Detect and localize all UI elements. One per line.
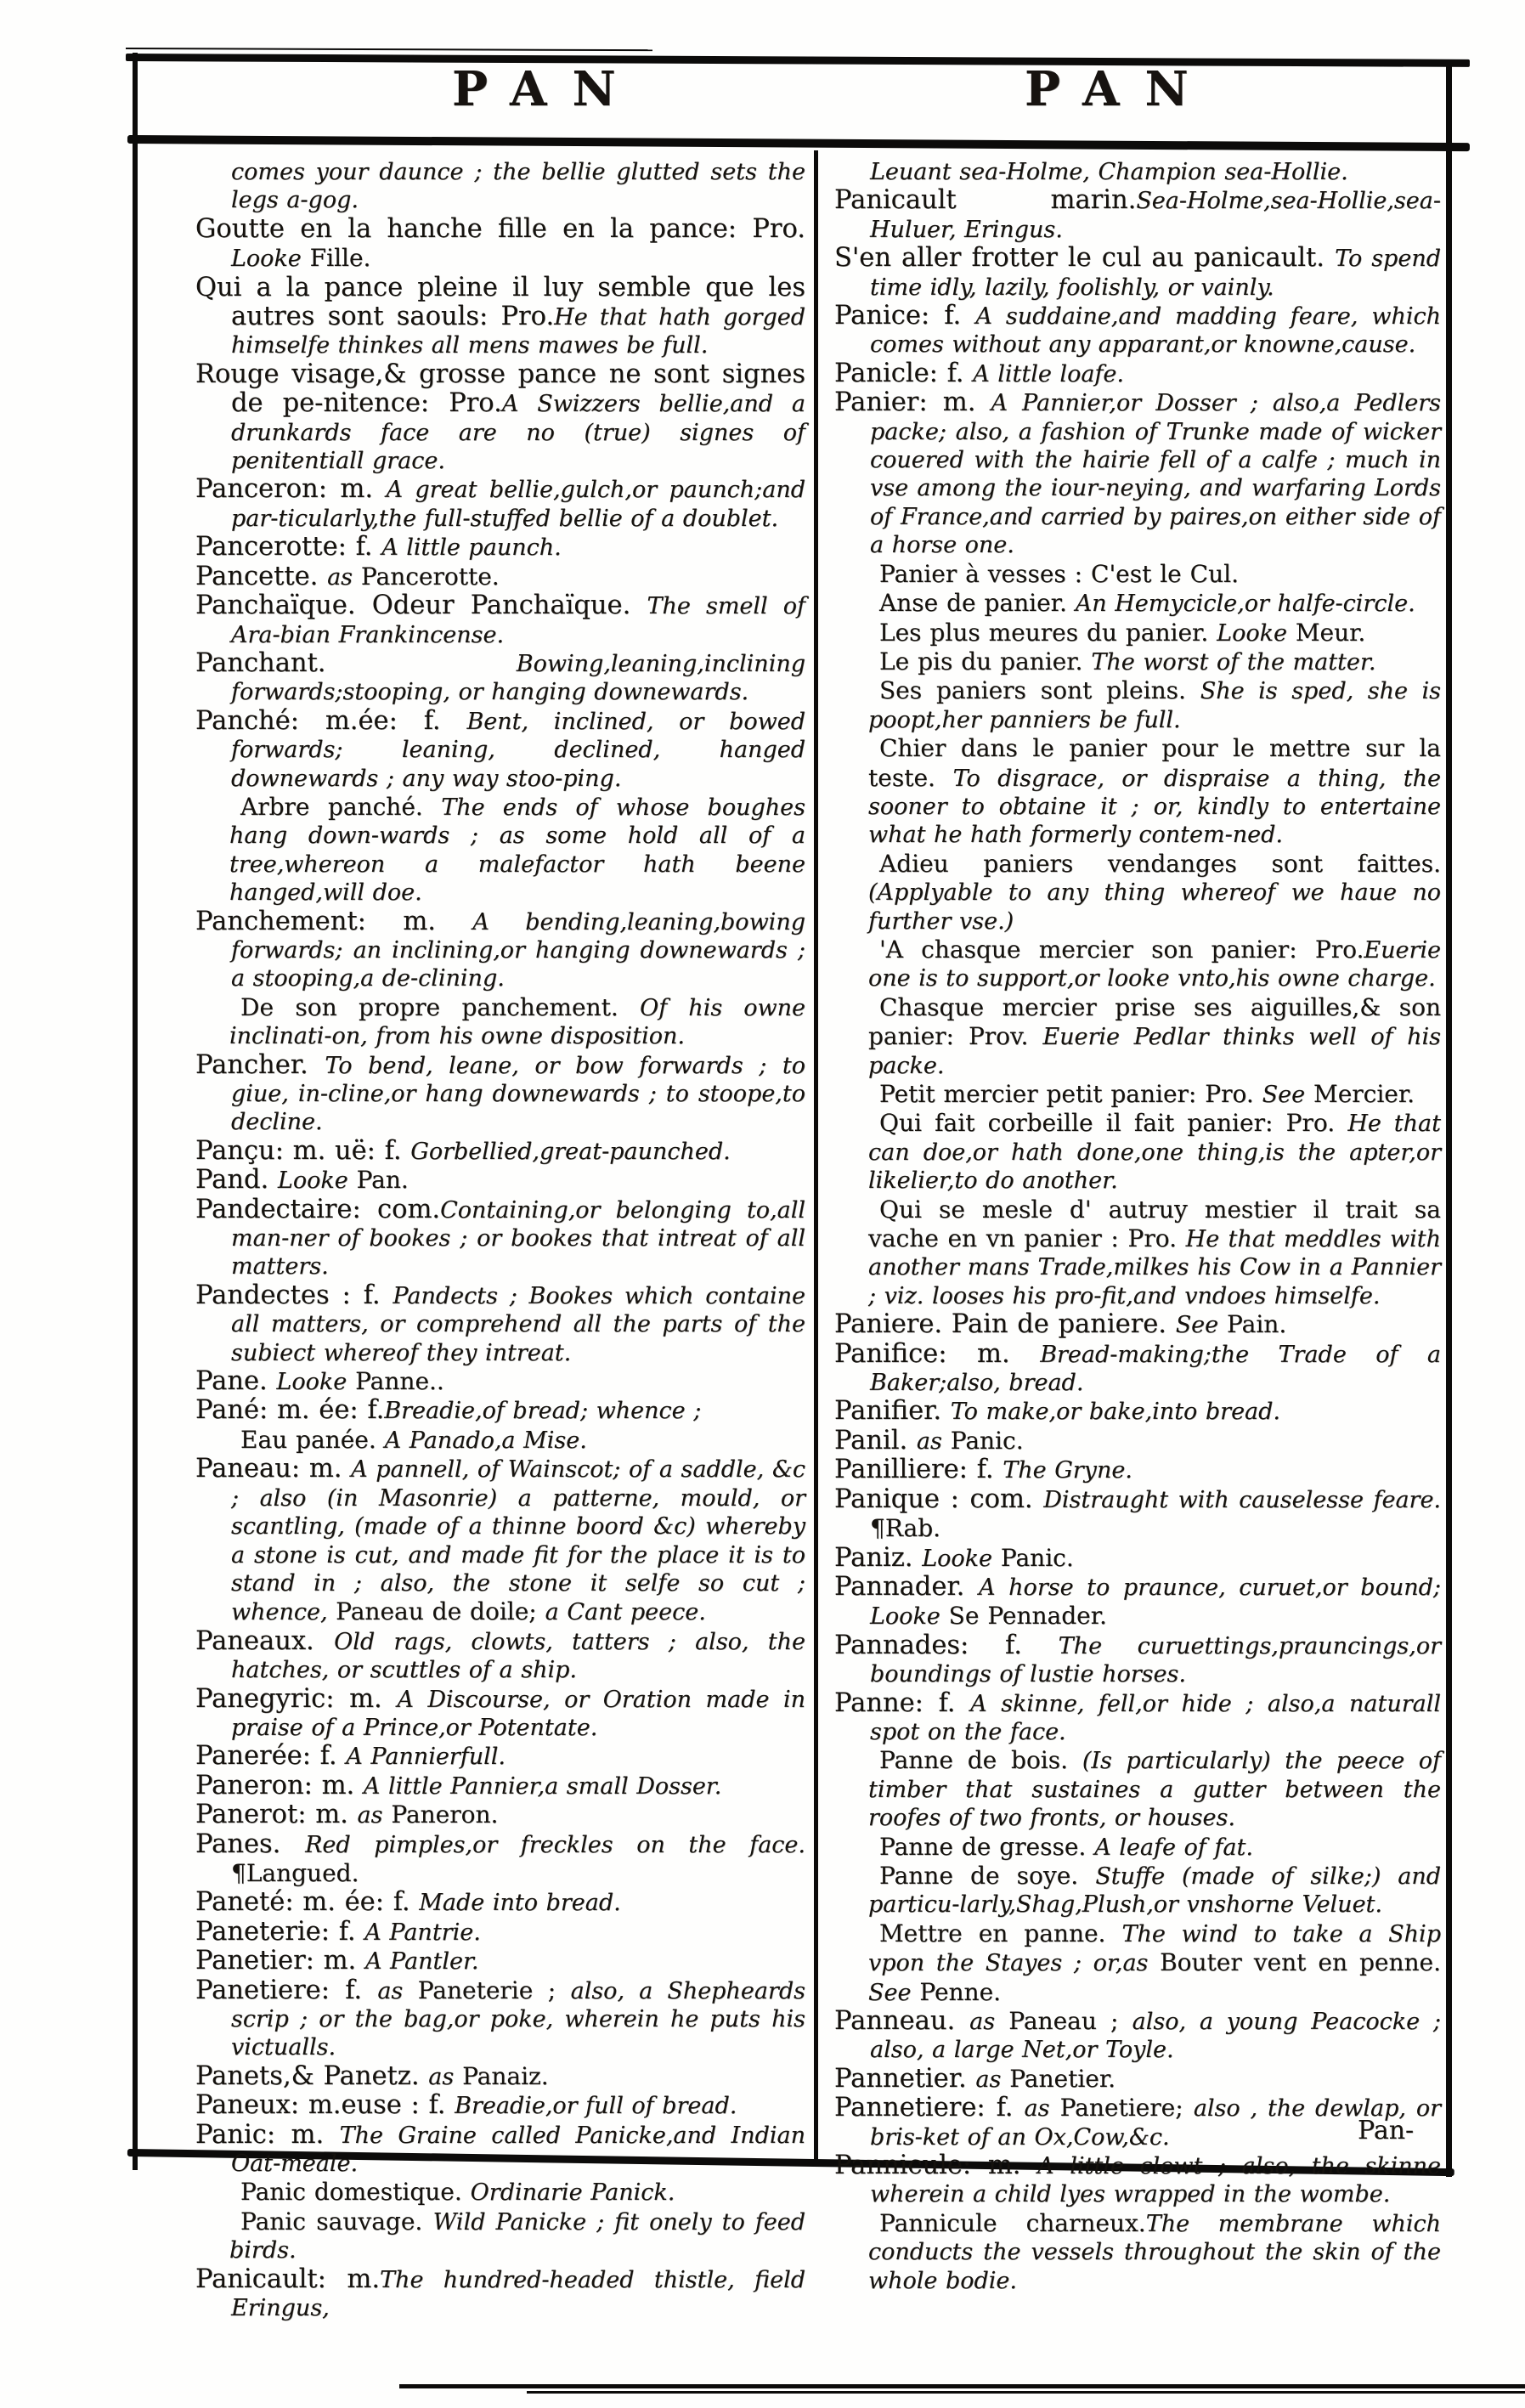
entry-headword: Panetier: m. bbox=[195, 1946, 365, 1976]
entry-text: Looke bbox=[1217, 619, 1287, 647]
entry-text: Meur. bbox=[1286, 618, 1366, 647]
entry-headword: S'en aller frotter le cul au panicault. bbox=[834, 243, 1336, 274]
entry-text: Ses paniers sont pleins. bbox=[879, 676, 1200, 705]
header-divider-rule bbox=[127, 135, 1470, 151]
entry-text: Paneau ; bbox=[995, 2007, 1132, 2035]
dictionary-entry bbox=[195, 1685, 805, 1743]
entry-text: A Swizzers bellie,and a drunkards face are no (true) signes of penitentiall grace. bbox=[231, 391, 805, 475]
dictionary-entry bbox=[195, 2178, 805, 2207]
entry-text: Bent, inclined, or bowed forwards; leaning, declined, hanged downewards ; any way stoo-ping. bbox=[231, 708, 805, 792]
entry-text: comes your daunce ; the bellie glutted sets the legs a-gog. bbox=[231, 159, 805, 214]
dictionary-entry bbox=[834, 1196, 1441, 1311]
dictionary-entry bbox=[834, 993, 1441, 1080]
entry-text: See bbox=[1175, 1312, 1219, 1339]
entry-headword: Panchement: m. bbox=[195, 906, 473, 936]
entry-text: Paneron. bbox=[382, 1800, 499, 1829]
scan-edge-artifact bbox=[527, 2391, 1525, 2394]
entry-headword: Panicle: f. bbox=[834, 358, 974, 388]
entry-text: also , the dewlap, or bris-ket of an Ox,Cow,&c. bbox=[870, 2095, 1441, 2151]
dictionary-entry bbox=[834, 158, 1441, 186]
dictionary-entry bbox=[195, 707, 805, 793]
entry-headword: Pannades: f. bbox=[834, 1630, 1059, 1660]
dictionary-entry bbox=[195, 649, 805, 707]
entry-headword: Panchaïque. Odeur Panchaïque. bbox=[195, 591, 647, 621]
entry-text: Breadie,or full of bread. bbox=[455, 2093, 737, 2120]
entry-headword: Paneaux. bbox=[195, 1625, 335, 1656]
entry-headword: Paneterie: f. bbox=[195, 1916, 365, 1947]
running-head-left: PAN bbox=[452, 61, 641, 117]
entry-text: A great bellie,gulch,or paunch;and par-ticularly,the full-stuffed bellie of a doublet. bbox=[231, 477, 805, 532]
entry-text: Petit mercier petit panier: Pro. bbox=[879, 1080, 1262, 1108]
entry-text: ¶Langued. bbox=[231, 1858, 359, 1887]
dictionary-entry bbox=[834, 850, 1441, 936]
dictionary-entry bbox=[195, 1742, 805, 1771]
entry-text: Looke bbox=[276, 1369, 347, 1396]
entry-text: Pain. bbox=[1218, 1310, 1287, 1339]
catchword: Pan- bbox=[1358, 2116, 1415, 2145]
dictionary-entry bbox=[195, 215, 805, 274]
entry-text: 'A chasque mercier son panier: Pro. bbox=[879, 935, 1364, 964]
entry-text: To disgrace, or dispraise a thing, the sooner to obtaine it ; or, kindly to entertaine what he hath formerly contem-ned. bbox=[868, 765, 1441, 849]
entry-text: Breadie,of bread; whence ; bbox=[384, 1398, 702, 1425]
entry-text: See bbox=[868, 1979, 912, 2006]
entry-headword: Panic: m. bbox=[195, 2119, 340, 2150]
entry-text: as bbox=[377, 1977, 404, 2004]
entry-headword: Qui a la pance pleine il luy semble que les autres sont saouls: Pro. bbox=[195, 272, 805, 332]
entry-text: Panic sauvage. bbox=[240, 2207, 433, 2236]
entry-text: also, a young Peacocke ; also, a large Net,or Toyle. bbox=[870, 2009, 1442, 2064]
dictionary-entry bbox=[834, 1397, 1441, 1426]
entry-text: Panetier. bbox=[1001, 2064, 1116, 2093]
entry-text: Looke bbox=[277, 1167, 348, 1195]
entry-headword: Pane. bbox=[195, 1366, 277, 1397]
entry-text: Ordinarie Panick. bbox=[470, 2179, 675, 2207]
entry-text: To make,or bake,into bread. bbox=[950, 1399, 1281, 1426]
entry-text: Sea-Holme,sea-Hollie,sea-Huluer, Eringus. bbox=[870, 188, 1441, 243]
dictionary-entry bbox=[834, 1919, 1441, 2007]
entry-text: Mercier. bbox=[1305, 1080, 1415, 1108]
entry-headword: Panetiere: f. bbox=[195, 1975, 378, 2005]
dictionary-entry bbox=[834, 560, 1441, 589]
entry-headword: Paniere. Pain de paniere. bbox=[834, 1309, 1176, 1340]
entry-headword: Pannicule: m. bbox=[834, 2151, 1038, 2181]
entry-headword: Paneux: m.euse : f. bbox=[195, 2090, 455, 2121]
entry-text: Adieu paniers vendanges sont faittes. bbox=[879, 849, 1441, 878]
entry-text: Chasque mercier prise ses aiguilles,& son panier: Prov. bbox=[868, 992, 1441, 1051]
entry-text: The ends of whose boughes hang down-wards ; as some hold all of a tree,whereon a malefactor hath beene hanged,will doe. bbox=[229, 794, 805, 907]
entry-headword: Panifice: m. bbox=[834, 1338, 1041, 1369]
dictionary-entry bbox=[195, 360, 805, 476]
entry-text: A little loafe. bbox=[973, 360, 1124, 387]
entry-headword: Pandectaire: com. bbox=[195, 1194, 441, 1224]
entry-headword: Pannetiere: f. bbox=[834, 2093, 1025, 2123]
entry-text: a Cant peece. bbox=[545, 1599, 706, 1626]
column-divider-rule bbox=[814, 150, 818, 2162]
dictionary-entry bbox=[834, 2007, 1441, 2065]
dictionary-entry bbox=[834, 1862, 1441, 1919]
entry-headword: Pand. bbox=[195, 1165, 278, 1196]
entry-text: Gorbellied,great-paunched. bbox=[410, 1138, 731, 1165]
dictionary-entry bbox=[834, 2209, 1441, 2295]
entry-headword: Pannetier. bbox=[834, 2063, 976, 2094]
entry-text: Panic. bbox=[941, 1426, 1024, 1455]
entry-text: A pannell, of Wainscot; of a saddle, &c ; also (in Masonrie) a patterne, mould, or scantling, (made of a thinne boord &c) whereby a stone is cut, and made fit for the place it is to stand in ; also, the stone it selfe so cut ; whence, bbox=[231, 1456, 805, 1626]
entry-text: The smell of Ara-bian Frankincense. bbox=[231, 593, 805, 648]
entry-text: Pannicule charneux. bbox=[879, 2208, 1146, 2237]
dictionary-entry bbox=[195, 1396, 805, 1425]
entry-text: Containing,or belonging to,all man-ner of bookes ; or bookes that intreat of all matters. bbox=[231, 1196, 805, 1280]
entry-text: as bbox=[428, 2063, 455, 2090]
entry-text: A suddaine,and madding feare, which comes without any apparant,or knowne,cause. bbox=[870, 303, 1441, 359]
dictionary-entry bbox=[195, 993, 805, 1051]
entry-text: A leafe of fat. bbox=[1094, 1834, 1253, 1861]
dictionary-entry bbox=[195, 1800, 805, 1829]
dictionary-entry bbox=[834, 1310, 1441, 1339]
entry-text: A little paunch. bbox=[381, 534, 562, 562]
entry-text: A bending,leaning,bowing forwards; an inclining,or hanging downewards ; a stooping,a de-clining. bbox=[231, 908, 805, 992]
dictionary-entry bbox=[834, 1746, 1441, 1832]
entry-text: The worst of the matter. bbox=[1091, 648, 1376, 675]
entry-text: Panne de soye. bbox=[879, 1861, 1096, 1890]
dictionary-entry bbox=[195, 1426, 805, 1455]
entry-text: Leuant sea-Holme, Champion sea-Hollie. bbox=[870, 159, 1348, 185]
entry-text: as bbox=[916, 1427, 942, 1455]
entry-text: See bbox=[1262, 1082, 1306, 1108]
dictionary-entry bbox=[195, 562, 805, 591]
entry-text: Paneterie ; bbox=[403, 1976, 571, 2004]
entry-text: Chier dans le panier pour le mettre sur la teste. bbox=[868, 734, 1441, 792]
dictionary-entry bbox=[195, 1455, 805, 1626]
entry-headword: Paneté: m. ée: f. bbox=[195, 1887, 420, 1918]
dictionary-entry bbox=[834, 589, 1441, 618]
entry-headword: Panegyric: m. bbox=[195, 1683, 398, 1714]
entry-text: Penne. bbox=[911, 1977, 1002, 2006]
entry-headword: Pannader. bbox=[834, 1571, 980, 1602]
dictionary-entry bbox=[195, 1166, 805, 1195]
entry-headword: Panerée: f. bbox=[195, 1741, 347, 1772]
entry-text: Mettre en panne. bbox=[879, 1919, 1122, 1947]
entry-headword: Panicault: m. bbox=[195, 2264, 381, 2294]
entry-text: An Hemycicle,or halfe-circle. bbox=[1075, 591, 1415, 618]
entry-headword: Pandectes : f. bbox=[195, 1280, 393, 1310]
dictionary-entry bbox=[834, 388, 1441, 559]
entry-headword: Panets,& Panetz. bbox=[195, 2060, 429, 2091]
entry-text: To bend, leane, or bow forwards ; to giue, in-cline,or hang downewards ; to stoope,to decline. bbox=[231, 1052, 805, 1136]
entry-text: Le pis du panier. bbox=[879, 647, 1092, 675]
dictionary-entry bbox=[834, 302, 1441, 359]
dictionary-entry bbox=[195, 1830, 805, 1889]
dictionary-entry bbox=[195, 2062, 805, 2091]
entry-text: The curuettings,prauncings,or boundings of lustie horses. bbox=[870, 1632, 1441, 1688]
dictionary-entry bbox=[195, 1367, 805, 1396]
entry-text: Panne de gresse. bbox=[879, 1832, 1095, 1861]
dictionary-entry bbox=[195, 793, 805, 907]
entry-text: De son propre panchement. bbox=[240, 992, 641, 1021]
entry-text: (Is particularly) the peece of timber that sustaines a gutter between the roofes of two fronts, or houses. bbox=[868, 1748, 1441, 1832]
dictionary-entry bbox=[834, 1427, 1441, 1456]
entry-text: Qui se mesle d' autruy mestier il trait sa vache en vn panier : Pro. bbox=[868, 1195, 1441, 1253]
dictionary-entry bbox=[195, 1976, 805, 2062]
entry-headword: Pancerotte: f. bbox=[195, 532, 382, 562]
dictionary-entry bbox=[195, 1281, 805, 1367]
dictionary-entry bbox=[834, 1080, 1441, 1109]
entry-text: Panaiz. bbox=[454, 2061, 549, 2090]
entry-text: A Panado,a Mise. bbox=[384, 1427, 587, 1454]
dictionary-entry bbox=[834, 186, 1441, 244]
dictionary-entry bbox=[834, 647, 1441, 676]
dictionary-entry bbox=[195, 1947, 805, 1976]
entry-headword: Goutte en la hanche fille en la pance: Pro. bbox=[195, 213, 805, 244]
entry-text: Of his owne inclinati-on, from his owne disposition. bbox=[229, 994, 805, 1050]
entry-text: A Pannierfull. bbox=[346, 1744, 506, 1771]
entry-headword: Panicault marin. bbox=[834, 185, 1137, 216]
entry-headword: Rouge visage,& grosse pance ne sont signes de pe-nitence: Pro. bbox=[195, 359, 805, 419]
dictionary-entry bbox=[834, 734, 1441, 850]
entry-text: Panne de bois. bbox=[879, 1746, 1082, 1775]
entry-text: The hundred-headed thistle, field Eringus, bbox=[231, 2266, 805, 2322]
dictionary-entry bbox=[195, 2265, 805, 2323]
entry-text: He that hath gorged himselfe thinkes all mens mawes be full. bbox=[231, 304, 805, 359]
entry-text: The Gryne. bbox=[1003, 1457, 1132, 1484]
entry-text: Qui fait corbeille il fait panier: Pro. bbox=[879, 1109, 1348, 1138]
entry-text: as bbox=[357, 1802, 383, 1829]
dictionary-column-left bbox=[195, 158, 805, 2322]
running-head-right: PAN bbox=[1025, 61, 1214, 117]
dictionary-entry bbox=[834, 676, 1441, 734]
entry-text: Distraught with causelesse feare. bbox=[1043, 1486, 1442, 1513]
entry-text: Old rags, clowts, tatters ; also, the hatches, or scuttles of a ship. bbox=[231, 1628, 805, 1684]
entry-text: Red pimples,or freckles on the face. bbox=[305, 1831, 805, 1858]
dictionary-column-right bbox=[834, 158, 1441, 2295]
entry-text: as bbox=[327, 563, 353, 591]
entry-headword: Panne: f. bbox=[834, 1687, 971, 1718]
entry-headword: Panique : com. bbox=[834, 1484, 1044, 1514]
dictionary-entry bbox=[195, 533, 805, 562]
entry-headword: Pané: m. ée: f. bbox=[195, 1395, 385, 1426]
entry-text: Arbre panché. bbox=[240, 792, 442, 821]
entry-headword: Panier: m. bbox=[834, 387, 991, 418]
entry-text: as bbox=[975, 2066, 1002, 2093]
entry-text: Pan. bbox=[347, 1166, 409, 1195]
dictionary-entry bbox=[195, 274, 805, 360]
entry-text: Panic domestique. bbox=[240, 2178, 471, 2207]
dictionary-entry bbox=[195, 1772, 805, 1800]
entry-headword: Panneau. bbox=[834, 2006, 970, 2036]
page-left-border bbox=[133, 53, 138, 2170]
entry-headword: Panerot: m. bbox=[195, 1800, 358, 1830]
dictionary-entry bbox=[195, 1196, 805, 1281]
dictionary-entry bbox=[195, 2207, 805, 2265]
entry-headword: Pançu: m. uë: f. bbox=[195, 1135, 411, 1166]
entry-text: The membrane which conducts the vessels throughout the skin of the whole bodie. bbox=[868, 2210, 1442, 2294]
entry-text: Bowing,leaning,inclining forwards;stooping, or hanging downewards. bbox=[231, 650, 805, 706]
dictionary-entry bbox=[195, 1137, 805, 1166]
entry-text: Looke bbox=[231, 246, 302, 273]
entry-text: as bbox=[1024, 2095, 1050, 2123]
dictionary-entry bbox=[834, 1573, 1441, 1631]
dictionary-entry bbox=[834, 1833, 1441, 1862]
entry-text: Fille. bbox=[301, 244, 371, 273]
dictionary-entry bbox=[195, 1051, 805, 1137]
dictionary-entry bbox=[834, 1340, 1441, 1398]
entry-headword: Pancher. bbox=[195, 1049, 325, 1080]
entry-headword: Paneron: m. bbox=[195, 1770, 364, 1800]
scan-edge-artifact bbox=[399, 2384, 1525, 2388]
dictionary-entry bbox=[834, 1485, 1441, 1544]
entry-text: as bbox=[969, 2009, 996, 2035]
dictionary-entry bbox=[195, 1888, 805, 1917]
entry-text: Les plus meures du panier. bbox=[879, 618, 1217, 647]
entry-text: A Pantrie. bbox=[364, 1919, 481, 1946]
entry-text: He that meddles with another mans Trade,milkes his Cow in a Pannier ; viz. looses his pro-fit,and vndoes himselfe. bbox=[868, 1226, 1441, 1309]
entry-headword: Panifier. bbox=[834, 1396, 951, 1427]
entry-text: Paneau de doile; bbox=[336, 1597, 545, 1626]
entry-headword: Panilliere: f. bbox=[834, 1455, 1003, 1485]
entry-text: A Pantler. bbox=[364, 1948, 479, 1976]
entry-text: Bouter vent en penne. bbox=[1160, 1948, 1442, 1977]
entry-text: Panetiere; bbox=[1049, 2094, 1194, 2123]
entry-headword: Panceron: m. bbox=[195, 474, 387, 505]
entry-text: A Pannier,or Dosser ; also,a Pedlers packe; also, a fashion of Trunke made of wicker couered with the hairie fell of a calfe ; much in vse among the iour-neying, and warfaring Lords of France,and carried by paires,on either side of a horse one. bbox=[870, 390, 1441, 559]
entry-text: The Graine called Panicke,and Indian Oat-meale. bbox=[231, 2122, 805, 2178]
dictionary-entry bbox=[195, 1627, 805, 1685]
entry-text: Eau panée. bbox=[240, 1425, 385, 1454]
entry-headword: Panché: m.ée: f. bbox=[195, 705, 467, 736]
dictionary-entry bbox=[834, 2094, 1441, 2151]
entry-headword: Paneau: m. bbox=[195, 1454, 352, 1484]
page-right-border bbox=[1446, 65, 1452, 2177]
entry-text: The wind to take a Ship vpon the Stayes ; or,as bbox=[868, 1920, 1441, 1977]
dictionary-entry bbox=[834, 1689, 1441, 1747]
entry-headword: Panes. bbox=[195, 1829, 306, 1859]
entry-text: To spend time idly, lazily, foolishly, or vainly. bbox=[870, 246, 1441, 301]
entry-text: He that can doe,or hath done,one thing,is the apter,or likelier,to do another. bbox=[868, 1111, 1441, 1195]
entry-text: A skinne, fell,or hide ; also,a naturall spot on the face. bbox=[870, 1690, 1441, 1745]
entry-text: A Discourse, or Oration made in praise of a Prince,or Potentate. bbox=[231, 1686, 805, 1741]
entry-text: Looke bbox=[922, 1545, 992, 1572]
dictionary-entry bbox=[195, 158, 805, 215]
dictionary-entry bbox=[834, 1544, 1441, 1573]
entry-text: Pandects ; Bookes which containe all matters, or comprehend all the parts of the subiect whereof they intreat. bbox=[231, 1282, 805, 1366]
dictionary-entry bbox=[195, 1918, 805, 1947]
entry-text: Bread-making;the Trade of a Baker;also, bread. bbox=[870, 1341, 1441, 1397]
entry-text: Wild Panicke ; fit onely to feed birds. bbox=[229, 2208, 806, 2264]
entry-headword: Panice: f. bbox=[834, 301, 976, 331]
entry-text: ¶Rab. bbox=[870, 1514, 941, 1543]
dictionary-entry bbox=[834, 1456, 1441, 1484]
dictionary-entry bbox=[834, 619, 1441, 647]
entry-text: Se Pennader. bbox=[940, 1602, 1107, 1631]
dictionary-entry bbox=[834, 936, 1441, 993]
dictionary-entry bbox=[834, 1631, 1441, 1689]
dictionary-entry bbox=[195, 591, 805, 649]
top-rule-echo bbox=[126, 48, 652, 51]
dictionary-entry bbox=[834, 359, 1441, 388]
entry-text: A horse to praunce, curuet,or bound; Looke bbox=[870, 1574, 1441, 1631]
entry-text: Panier à vesses : C'est le Cul. bbox=[879, 559, 1239, 588]
page-top-rule bbox=[126, 54, 1470, 67]
dictionary-entry bbox=[195, 907, 805, 993]
entry-text: She is sped, she is poopt,her panniers be full. bbox=[868, 678, 1442, 733]
entry-text: also, a Shepheards scrip ; or the bag,or poke, wherein he puts his victualls. bbox=[231, 1977, 805, 2061]
entry-text: Pancerotte. bbox=[353, 562, 500, 591]
dictionary-entry bbox=[195, 2091, 805, 2120]
dictionary-entry bbox=[834, 2151, 1441, 2209]
entry-text: Stuffe (made of silke;) and particu-larly,Shag,Plush,or vnshorne Veluet. bbox=[868, 1863, 1441, 1919]
dictionary-entry bbox=[834, 244, 1441, 302]
entry-headword: Panil. bbox=[834, 1425, 917, 1456]
entry-text: Anse de panier. bbox=[879, 589, 1076, 618]
entry-text: A little Pannier,a small Dosser. bbox=[363, 1772, 722, 1800]
entry-text: (Applyable to any thing whereof we haue no further vse.) bbox=[868, 879, 1441, 935]
entry-headword: Paniz. bbox=[834, 1542, 923, 1573]
dictionary-entry bbox=[834, 1109, 1441, 1195]
entry-text: Panne.. bbox=[347, 1367, 444, 1396]
entry-headword: Panchant. bbox=[195, 647, 517, 678]
entry-text: A little clowt ; also, the skinne wherein a child lyes wrapped in the wombe. bbox=[870, 2153, 1441, 2208]
entry-headword: Pancette. bbox=[195, 561, 328, 591]
dictionary-entry bbox=[834, 2065, 1441, 2094]
dictionary-entry bbox=[195, 2121, 805, 2179]
entry-text: Euerie Pedlar thinks well of his packe. bbox=[868, 1024, 1441, 1079]
entry-text: Euerie one is to support,or looke vnto,his owne charge. bbox=[868, 936, 1441, 992]
dictionary-entry bbox=[195, 475, 805, 533]
entry-text: Panic. bbox=[991, 1543, 1074, 1572]
entry-text: Made into bread. bbox=[419, 1890, 621, 1917]
